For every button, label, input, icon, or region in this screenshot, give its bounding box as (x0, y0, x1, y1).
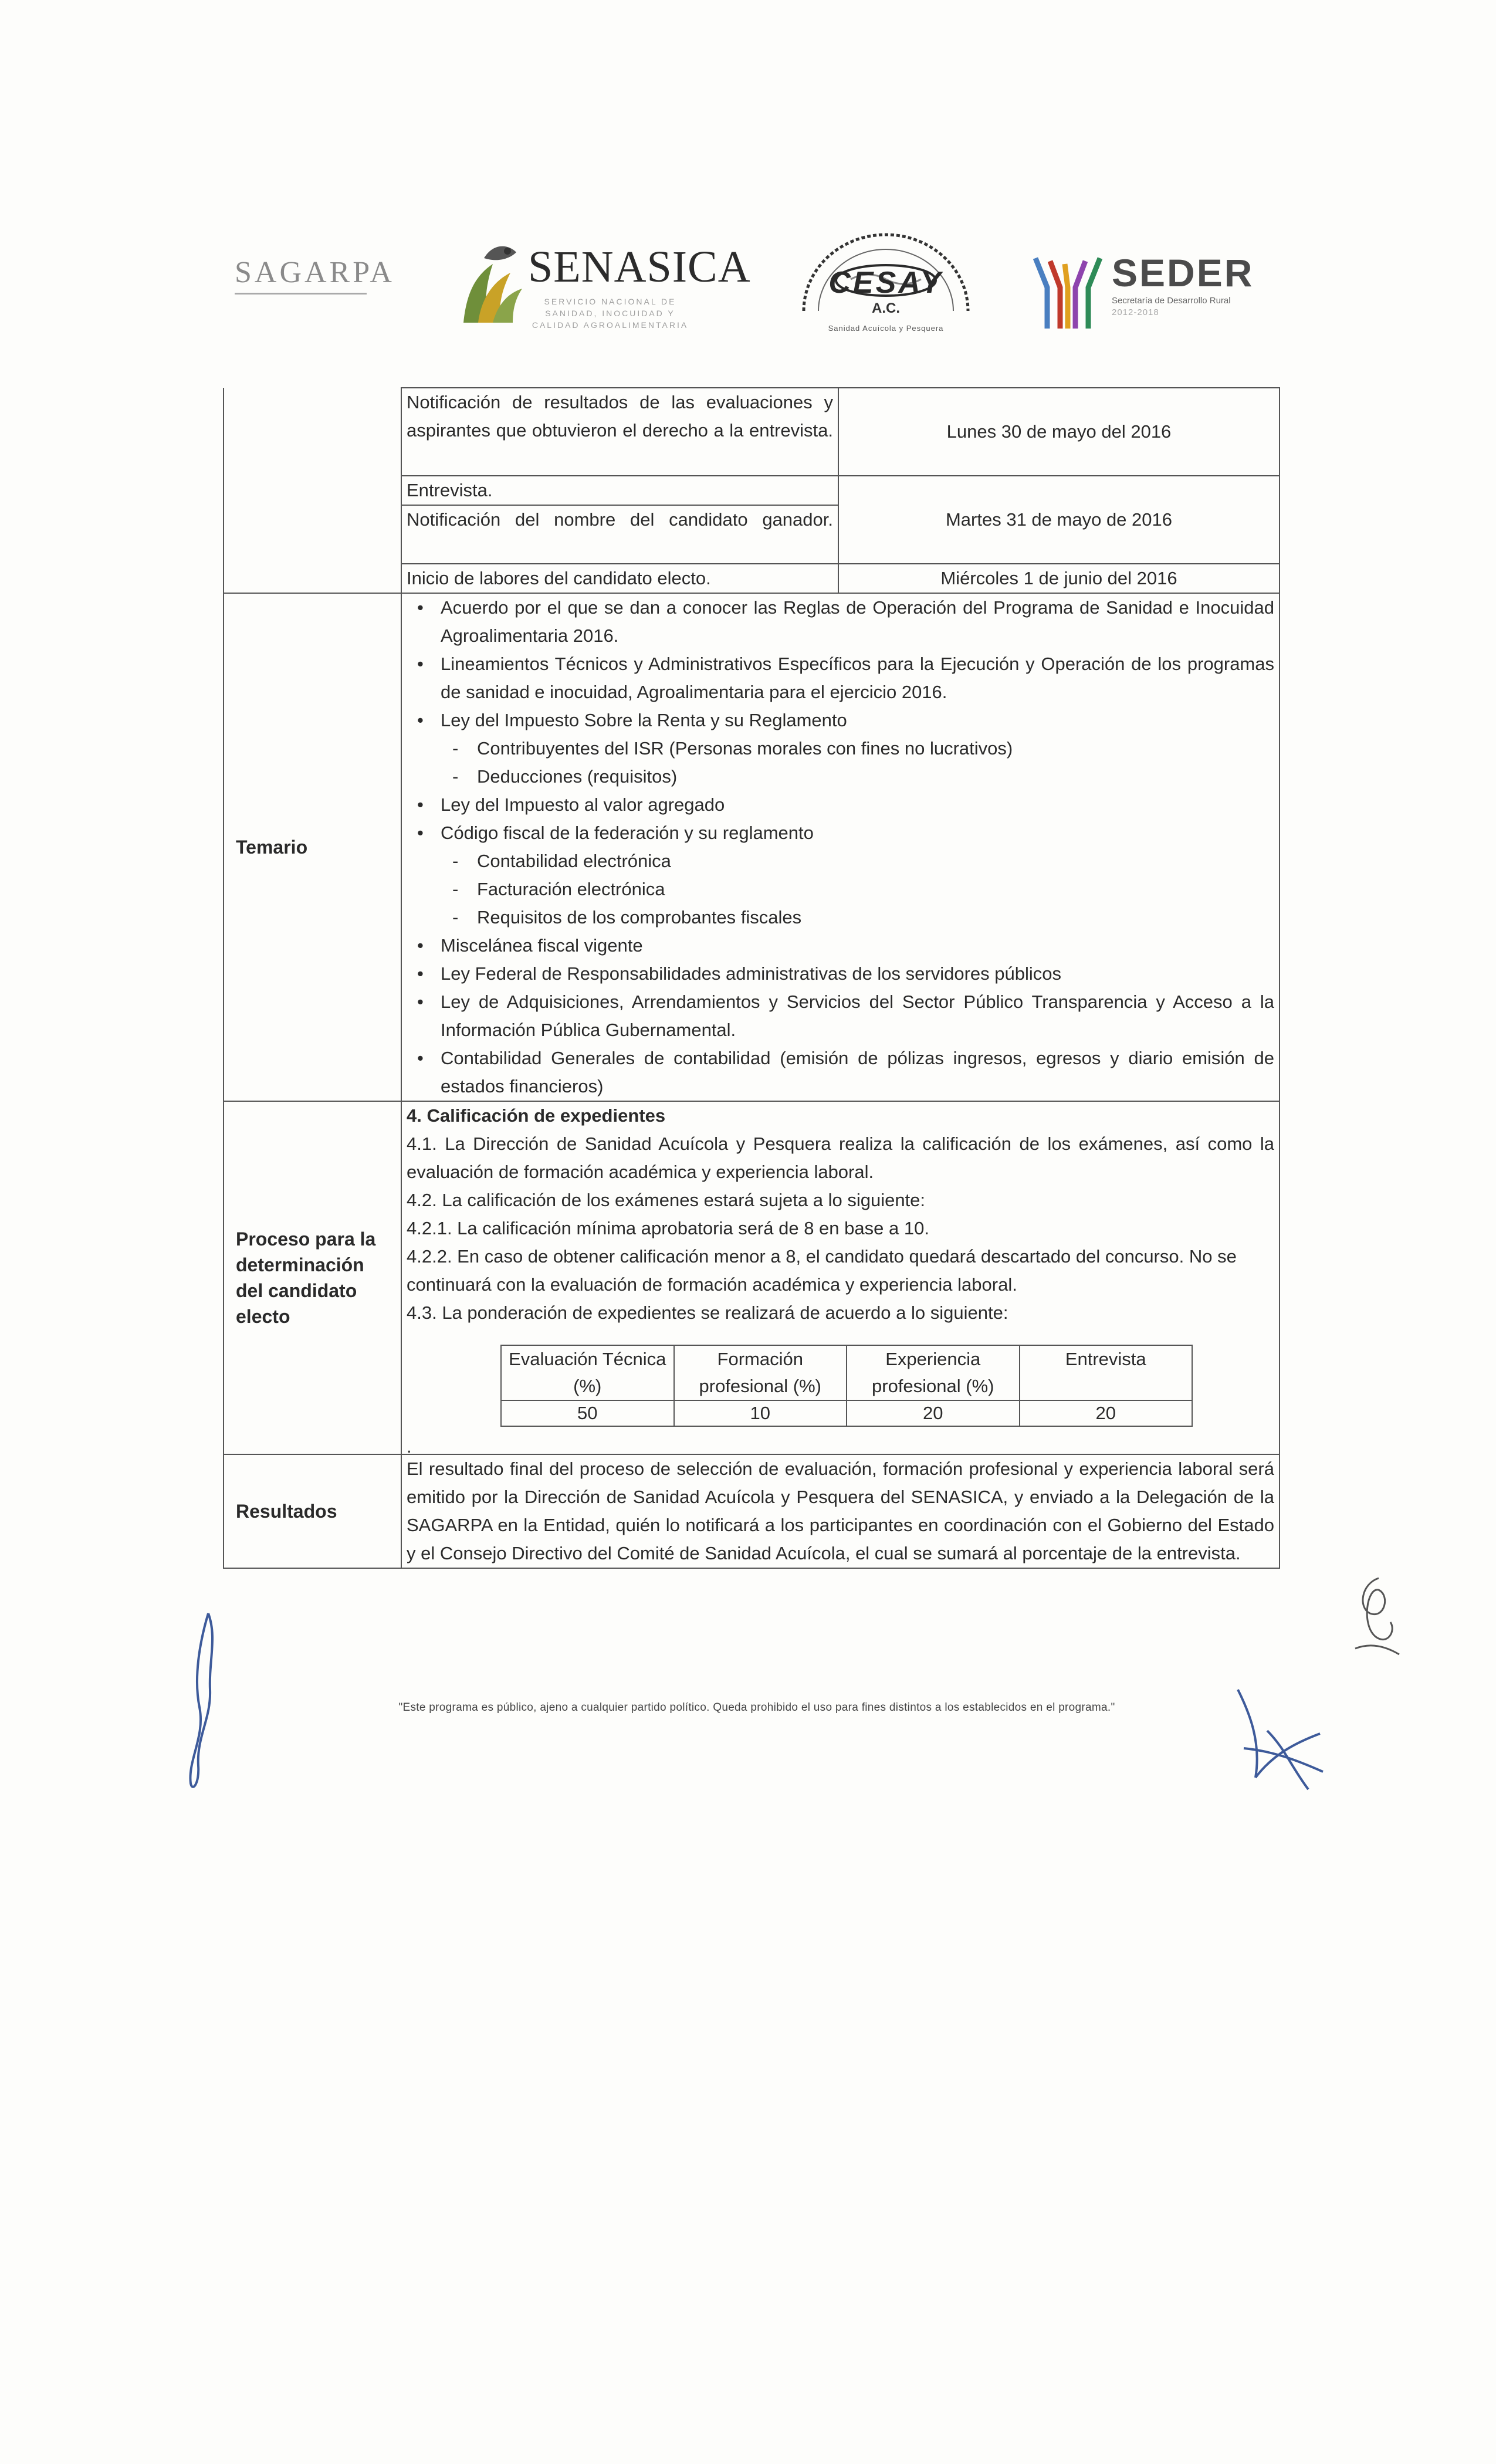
temario-item: • Contabilidad Generales de contabilidad (emisión de pólizas ingresos, egresos y diario emisión de estados financieros) (407, 1044, 1274, 1101)
schedule-date: Lunes 30 de mayo del 2016 (838, 388, 1280, 476)
seder-logo-subtitle: Secretaría de Desarrollo Rural (1112, 296, 1231, 306)
temario-row (224, 593, 1280, 1101)
temario-list (407, 594, 1274, 1101)
seder-logo-years: 2012-2018 (1112, 307, 1159, 317)
senasica-logo-subtitle: SERVICIO NACIONAL DE SANIDAD, INOCUIDAD Y CALIDAD AGROALIMENTARIA (532, 297, 689, 330)
proceso-row (224, 1101, 1280, 1454)
signature-left-icon (176, 1607, 229, 1795)
senasica-emblem-icon (452, 241, 528, 329)
cesay-logo-text: CESAY (828, 266, 943, 300)
cesay-logo (780, 223, 991, 340)
sagarpa-logo-rule (235, 293, 367, 295)
temario-content (401, 593, 1280, 1101)
ponderacion-value: 10 (674, 1400, 847, 1426)
senasica-logo (452, 241, 751, 334)
resultados-text: El resultado final del proceso de selección de evaluación, formación profesional y experiencia laboral será emitido por la Dirección de Sanidad Acuícola y Pesquera del SENASICA, y enviado a la Delegación de la SAGARPA en la Entidad, quién lo notificará a los participantes en coordinación con el Gobierno del Estado y el Consejo Directivo del Comité de Sanidad Acuícola, el cual se sumará al porcentaje de la entrevista. (401, 1454, 1280, 1568)
resultados-row (224, 1454, 1280, 1568)
proceso-content (401, 1101, 1280, 1457)
proceso-paragraph: 4.2.1. La calificación mínima aprobatoria será de 8 en base a 10. (407, 1218, 929, 1238)
temario-item: • Miscelánea fiscal vigente (407, 932, 1274, 960)
proceso-title: 4. Calificación de expedientes (407, 1105, 666, 1126)
proceso-paragraph: 4.2. La calificación de los exámenes estará sujeta a lo siguiente: (407, 1190, 926, 1210)
proceso-label: Proceso para la determinación del candidato electo (224, 1101, 401, 1454)
temario-subitem: - Contribuyentes del ISR (Personas morales con fines no lucrativos) (407, 735, 1274, 763)
schedule-row (224, 388, 1280, 476)
senasica-logo-text: SENASICA (528, 242, 751, 292)
schedule-activity: Notificación del nombre del candidato ganador. (401, 505, 838, 564)
proceso-paragraph: 4.2.2. En caso de obtener calificación menor a 8, el candidato quedará descartado del concurso. No se continuará con la evaluación de formación académica y experiencia laboral. (407, 1246, 1237, 1295)
schedule-label-cell (224, 388, 401, 593)
proceso-paragraph: 4.1. La Dirección de Sanidad Acuícola y Pesquera realiza la calificación de los exámenes, así como la evaluación de formación académica y experiencia laboral. (407, 1133, 1274, 1182)
seder-logo (1030, 252, 1276, 340)
ponderacion-header: Experiencia profesional (%) (847, 1345, 1020, 1400)
ponderacion-header: Evaluación Técnica (%) (501, 1345, 674, 1400)
temario-subitem: - Contabilidad electrónica (407, 847, 1274, 875)
schedule-activity: Entrevista. (401, 476, 838, 505)
resultados-label: Resultados (224, 1454, 401, 1568)
schedule-date: Martes 31 de mayo de 2016 (838, 476, 1280, 564)
temario-subitem: - Requisitos de los comprobantes fiscales (407, 903, 1274, 932)
schedule-activity: Notificación de resultados de las evaluaciones y aspirantes que obtuvieron el derecho a la entrevista. (401, 388, 838, 476)
seder-logo-text: SEDER (1112, 251, 1254, 295)
sagarpa-logo-text: SAGARPA (235, 256, 395, 289)
ponderacion-value: 20 (847, 1400, 1020, 1426)
initials-margin-icon (1343, 1572, 1408, 1660)
temario-item: • Ley del Impuesto Sobre la Renta y su Reglamento (407, 706, 1274, 735)
temario-item: • Ley Federal de Responsabilidades administrativas de los servidores públicos (407, 960, 1274, 988)
ponderacion-value: 50 (501, 1400, 674, 1426)
cesay-logo-subtitle: Sanidad Acuícola y Pesquera (828, 324, 944, 333)
header-logos (0, 223, 1496, 352)
proceso-paragraph: 4.3. La ponderación de expedientes se realizará de acuerdo a lo siguiente: (407, 1302, 1008, 1323)
ponderacion-value-row (501, 1400, 1192, 1426)
convocatoria-table (223, 387, 1280, 1569)
footer-disclaimer: "Este programa es público, ajeno a cualquier partido político. Queda prohibido el uso para fines distintos a los establecidos en el programa." (398, 1701, 1115, 1714)
temario-item: • Código fiscal de la federación y su reglamento (407, 819, 1274, 847)
ponderacion-header: Entrevista (1020, 1345, 1193, 1400)
ponderacion-value: 20 (1020, 1400, 1193, 1426)
cesay-logo-ac: A.C. (872, 300, 900, 316)
schedule-date: Miércoles 1 de junio del 2016 (838, 564, 1280, 593)
temario-item: • Ley de Adquisiciones, Arrendamientos y Servicios del Sector Público Transparencia y Acceso a la Información Pública Gubernamental. (407, 988, 1274, 1044)
sagarpa-logo (235, 255, 395, 295)
temario-subitem: - Deducciones (requisitos) (407, 763, 1274, 791)
proceso-trailing-mark: . (407, 1436, 412, 1457)
signature-right-icon (1220, 1678, 1338, 1795)
ponderacion-table (500, 1345, 1193, 1427)
temario-item: • Lineamientos Técnicos y Administrativos Específicos para la Ejecución y Operación de los programas de sanidad e inocuidad, Agroalimentaria para el ejercicio 2016. (407, 650, 1274, 706)
schedule-activity: Inicio de labores del candidato electo. (401, 564, 838, 593)
temario-item: • Ley del Impuesto al valor agregado (407, 791, 1274, 819)
temario-subitem: - Facturación electrónica (407, 875, 1274, 903)
seder-emblem-icon (1030, 252, 1106, 334)
temario-item: • Acuerdo por el que se dan a conocer las Reglas de Operación del Programa de Sanidad e Inocuidad Agroalimentaria 2016. (407, 594, 1274, 650)
ponderacion-header: Formación profesional (%) (674, 1345, 847, 1400)
temario-label: Temario (224, 593, 401, 1101)
ponderacion-header-row (501, 1345, 1192, 1400)
